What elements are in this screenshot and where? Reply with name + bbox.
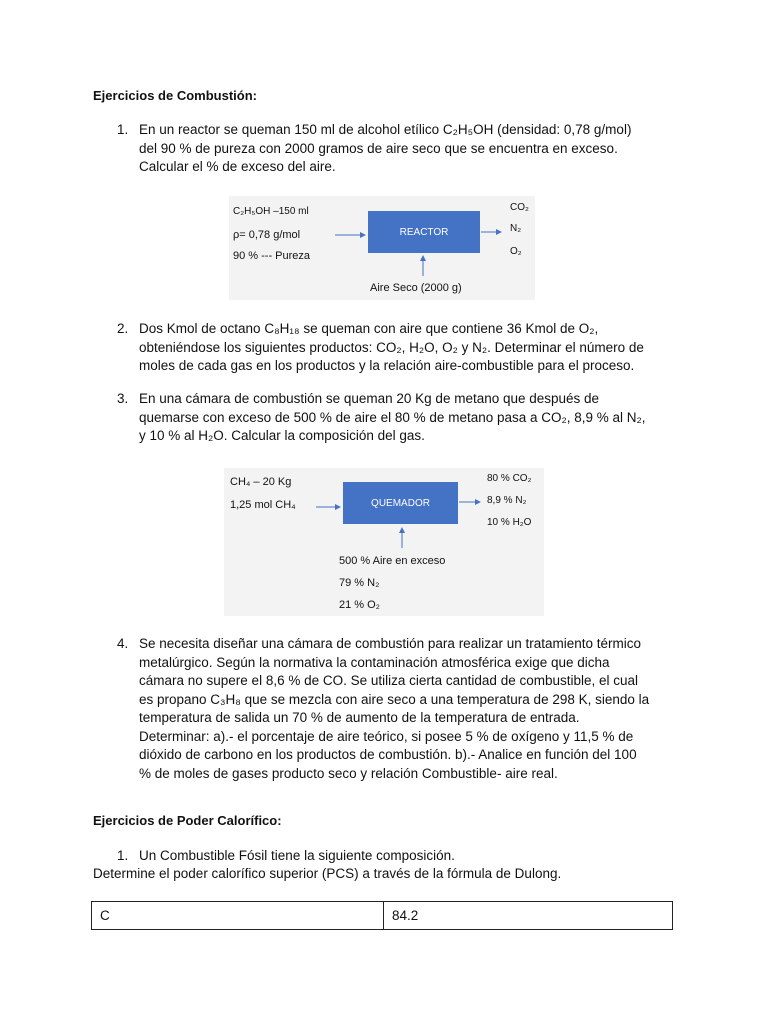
item-number: 4. [117, 636, 129, 651]
text-line: cámara no supere el 8,6 % de CO. Se utiliza cierta cantidad de combustible, el cual [139, 673, 639, 688]
table-row [92, 902, 673, 930]
composition-table [91, 901, 673, 930]
input-label: ρ= 0,78 g/mol [233, 229, 301, 241]
text-line: moles de cada gas en los productos y la relación aire-combustible para el proceso. [139, 358, 635, 373]
reactor-diagram [229, 196, 535, 300]
flow-arrows [224, 468, 544, 616]
text-line: % de moles de gases producto seco y relación Combustible- aire real. [139, 765, 558, 781]
air-input-label: 500 % Aire en exceso [339, 555, 446, 567]
output-label: 80 % CO₂ [487, 473, 532, 484]
output-label: CO₂ [510, 202, 529, 213]
section-title-calorific: Ejercicios de Poder Calorífico: [93, 813, 282, 828]
burner-diagram [224, 468, 544, 616]
text-line: Se necesita diseñar una cámara de combustión para realizar un tratamiento térmico [139, 636, 642, 651]
text-line: quemarse con exceso de 500 % de aire el 80 % de metano pasa a CO₂, 8,9 % al N₂, [139, 409, 646, 425]
air-input-label: Aire Seco (2000 g) [370, 282, 462, 294]
input-label: C₂H₅OH –150 ml [233, 206, 309, 217]
input-label: 90 % --- Pureza [233, 250, 311, 262]
output-label: 10 % H₂O [487, 517, 532, 528]
air-input-label: 21 % O₂ [339, 599, 380, 611]
exercise-1-text [139, 121, 673, 177]
section-title-combustion: Ejercicios de Combustión: [93, 88, 257, 103]
text-line: En una cámara de combustión se queman 20 Kg de metano que después de [139, 391, 600, 406]
table-cell-element: C [92, 902, 384, 930]
item-number: 1. [117, 122, 129, 137]
input-label: CH₄ – 20 Kg [230, 476, 292, 488]
burner-box: QUEMADOR [343, 482, 458, 524]
text-line: del 90 % de pureza con 2000 gramos de aire seco que se encuentra en exceso. [139, 140, 618, 156]
item-number: 2. [117, 321, 129, 336]
item-number: 1. [117, 848, 129, 863]
text-line: y 10 % al H₂O. Calcular la composición del gas. [139, 428, 425, 443]
text-line: obteniéndose los siguientes productos: CO₂, H₂O, O₂ y N₂. Determinar el número de [139, 339, 644, 355]
output-label: O₂ [510, 246, 522, 257]
air-input-label: 79 % N₂ [339, 577, 380, 589]
instruction-text: Determine el poder calorífico superior (PCS) a través de la fórmula de Dulong. [93, 866, 562, 881]
text-line: dióxido de carbono en los productos de combustión. b).- Analice en función del 100 [139, 747, 637, 762]
text-line: Dos Kmol de octano C₈H₁₈ se queman con aire que contiene 36 Kmol de O₂, [139, 321, 599, 336]
text-line: Determinar: a).- el porcentaje de aire teórico, si posee 5 % de oxígeno y 11,5 % de [139, 728, 634, 744]
exercise-2-text [139, 320, 673, 376]
item-number: 3. [117, 391, 129, 406]
reactor-box: REACTOR [368, 211, 480, 253]
output-label: 8,9 % N₂ [487, 495, 527, 506]
text-line: metalúrgico. Según la normativa la contaminación atmosférica exige que dicha [139, 654, 610, 670]
input-label: 1,25 mol CH₄ [230, 499, 296, 511]
table-cell-value: 84.2 [384, 902, 673, 930]
exercise-3-text [139, 390, 673, 446]
text-line: temperatura de salida un 70 % de aumento de la temperatura de entrada. [139, 710, 580, 725]
text-line: En un reactor se queman 150 ml de alcohol etílico C₂H₅OH (densidad: 0,78 g/mol) [139, 122, 632, 137]
exercise-4-text [139, 635, 673, 783]
exercise-text: Un Combustible Fósil tiene la siguiente composición. [139, 848, 455, 863]
text-line: es propano C₃H₈ que se mezcla con aire seco a una temperatura de 298 K, siendo la [139, 691, 650, 707]
output-label: N₂ [510, 223, 522, 234]
text-line: Calcular el % de exceso del aire. [139, 159, 336, 174]
